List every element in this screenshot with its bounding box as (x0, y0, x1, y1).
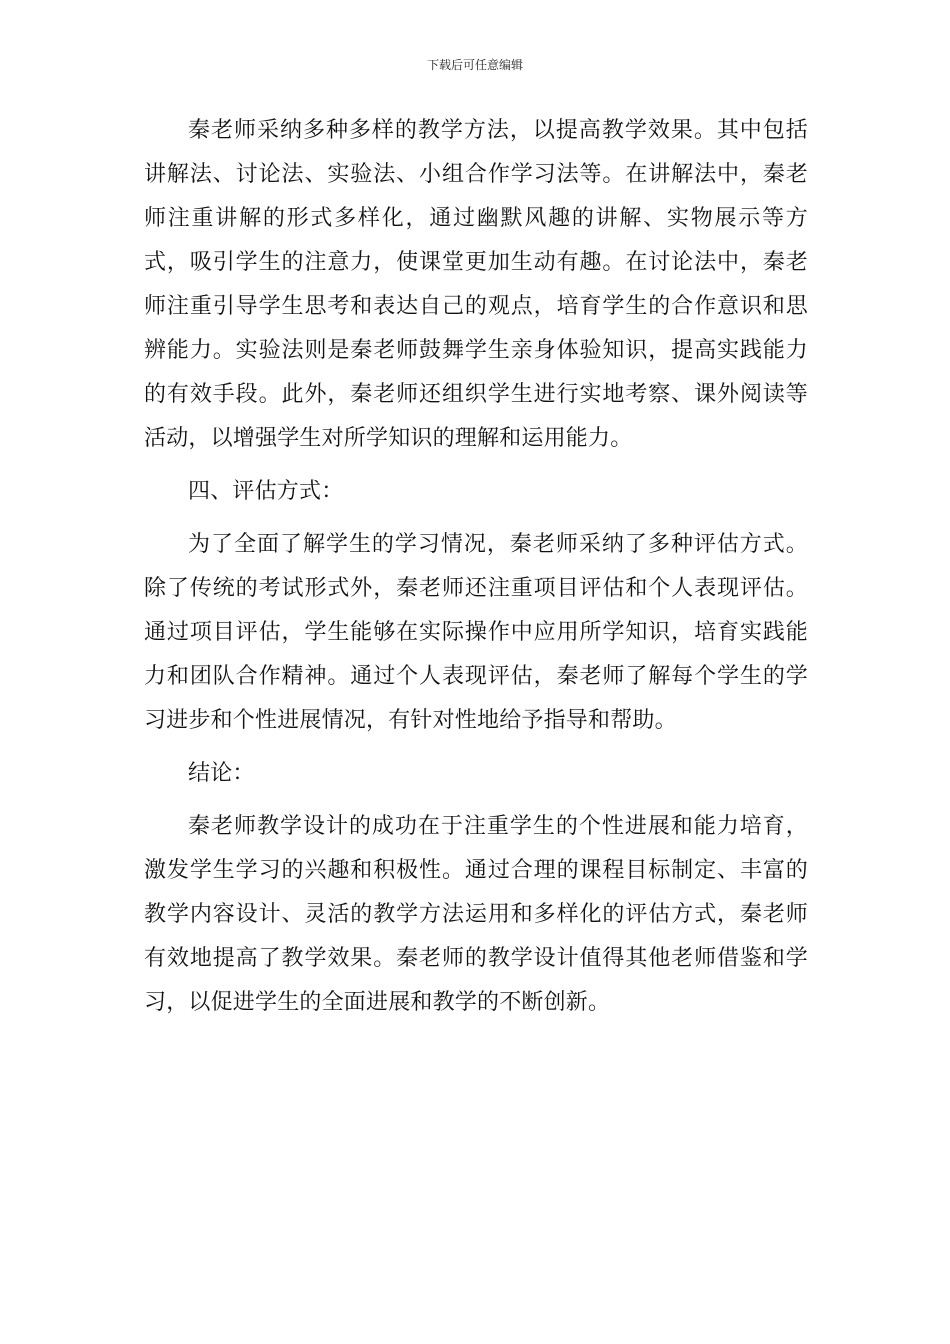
page-header: 下载后可任意编辑 (426, 58, 523, 72)
section-heading-conclusion: 结论： (188, 761, 255, 786)
section-heading-evaluation: 四、评估方式： (188, 479, 344, 504)
paragraph-conclusion: 秦老师教学设计的成功在于注重学生的个性进展和能力培育，激发学生学习的兴趣和积极性。通过合理的课程目标制定、丰富的教学内容设计、灵活的教学方法运用和多样化的评估方式，秦老师有效地提高了教学效果。秦老师的教学设计值得其他老师借鉴和学习，以促进学生的全面进展和教学的不断创新。 (144, 814, 808, 1015)
paragraph-teaching-methods: 秦老师采纳多种多样的教学方法，以提高教学效果。其中包括讲解法、讨论法、实验法、小组合作学习法等。在讲解法中，秦老师注重讲解的形式多样化，通过幽默风趣的讲解、实物展示等方式，吸引学生的注意力，使课堂更加生动有趣。在讨论法中，秦老师注重引导学生思考和表达自己的观点，培育学生的合作意识和思辨能力。实验法则是秦老师鼓舞学生亲身体验知识，提高实践能力的有效手段。此外，秦老师还组织学生进行实地考察、课外阅读等活动，以增强学生对所学知识的理解和运用能力。 (144, 118, 808, 451)
document-body (144, 109, 808, 1034)
paragraph-evaluation: 为了全面了解学生的学习情况，秦老师采纳了多种评估方式。除了传统的考试形式外，秦老师还注重项目评估和个人表现评估。通过项目评估，学生能够在实际操作中应用所学知识，培育实践能力和团队合作精神。通过个人表现评估，秦老师了解每个学生的学习进步和个性进展情况，有针对性地给予指导和帮助。 (144, 532, 808, 733)
